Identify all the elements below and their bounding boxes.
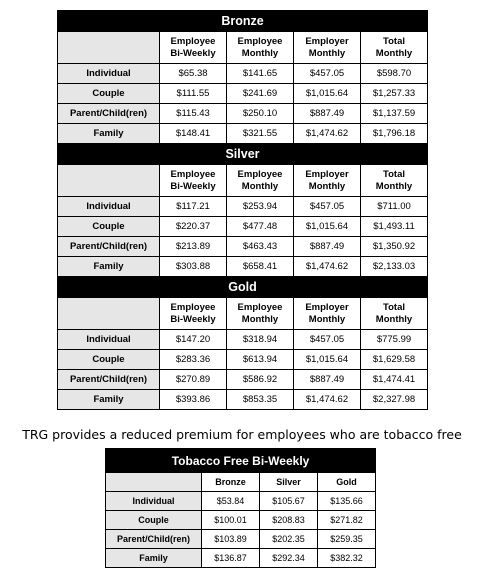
table-row [58,124,428,144]
value-cell: $259.35 [318,530,376,549]
value-cell: $318.94 [227,330,294,350]
column-header-line: Monthly [241,47,279,59]
value-cell: $1,474.41 [361,370,428,390]
value-cell: $1,474.62 [294,124,361,144]
value-cell: $136.87 [202,549,260,568]
value-cell: $613.94 [227,350,294,370]
value-cell: $270.89 [160,370,227,390]
column-header [361,298,428,330]
column-header-line: Employee [237,301,283,313]
row-label: Individual [106,492,202,511]
row-label: Couple [58,84,160,104]
column-header-line: Employee [237,168,283,180]
column-header [361,32,428,64]
table-row [58,350,428,370]
value-cell: $887.49 [294,370,361,390]
value-cell: $220.37 [160,217,227,237]
table-row [58,217,428,237]
gold-tier-title: Gold [58,277,428,298]
column-header-line: Employer [305,301,349,313]
row-label: Parent/Child(ren) [58,237,160,257]
value-cell: $457.05 [294,197,361,217]
table-row [58,64,428,84]
value-cell: $853.35 [227,390,294,410]
column-header-line: Bi-Weekly [170,47,216,59]
column-header-line: Total [383,35,405,47]
table-row [58,104,428,124]
value-cell: $271.82 [318,511,376,530]
tobacco-table-title: Tobacco Free Bi-Weekly [106,449,376,473]
value-cell: $1,474.62 [294,257,361,277]
value-cell: $1,474.62 [294,390,361,410]
row-label: Parent/Child(ren) [106,530,202,549]
column-header-line: Bi-Weekly [170,180,216,192]
value-cell: $457.05 [294,64,361,84]
row-label: Parent/Child(ren) [58,370,160,390]
value-cell: $208.83 [260,511,318,530]
value-cell: $111.55 [160,84,227,104]
value-cell: $1,015.64 [294,350,361,370]
silver-tier-title: Silver [58,144,428,165]
column-header-line: Monthly [241,313,279,325]
column-header-line: Monthly [375,47,413,59]
value-cell: $586.92 [227,370,294,390]
column-header-line: Total [383,301,405,313]
header-corner-cell [106,473,202,492]
table-row [58,237,428,257]
value-cell: $1,796.18 [361,124,428,144]
value-cell: $1,015.64 [294,217,361,237]
value-cell: $100.01 [202,511,260,530]
value-cell: $292.34 [260,549,318,568]
value-cell: $1,137.59 [361,104,428,124]
table-row [58,390,428,410]
column-header-line: Employer [305,168,349,180]
value-cell: $135.66 [318,492,376,511]
column-header [227,298,294,330]
value-cell: $711.00 [361,197,428,217]
column-header-line: Employee [237,35,283,47]
row-label: Individual [58,197,160,217]
column-header-line: Total [383,168,405,180]
row-label: Family [58,124,160,144]
column-header-line: Monthly [308,180,346,192]
value-cell: $477.48 [227,217,294,237]
column-header-line: Monthly [375,180,413,192]
value-cell: $1,015.64 [294,84,361,104]
value-cell: $241.69 [227,84,294,104]
value-cell: $141.65 [227,64,294,84]
value-cell: $887.49 [294,237,361,257]
value-cell: $65.38 [160,64,227,84]
row-label: Family [106,549,202,568]
column-header [227,32,294,64]
value-cell: $213.89 [160,237,227,257]
value-cell: $253.94 [227,197,294,217]
value-cell: $115.43 [160,104,227,124]
column-header [160,298,227,330]
column-header-line: Monthly [308,313,346,325]
column-header: Silver [260,473,318,492]
value-cell: $457.05 [294,330,361,350]
bronze-tier-title: Bronze [58,11,428,32]
column-header-line: Employee [170,168,216,180]
value-cell: $393.86 [160,390,227,410]
value-cell: $147.20 [160,330,227,350]
value-cell: $202.35 [260,530,318,549]
row-label: Family [58,390,160,410]
value-cell: $1,257.33 [361,84,428,104]
value-cell: $2,133.03 [361,257,428,277]
tobacco-free-note: TRG provides a reduced premium for employees who are tobacco free [22,427,462,442]
value-cell: $1,493.11 [361,217,428,237]
table-row [58,330,428,350]
value-cell: $283.36 [160,350,227,370]
column-header-line: Monthly [308,47,346,59]
value-cell: $2,327.98 [361,390,428,410]
column-header-line: Monthly [375,313,413,325]
column-header [227,165,294,197]
header-corner-cell [58,165,160,197]
column-header: Bronze [202,473,260,492]
column-header [160,165,227,197]
column-header-line: Bi-Weekly [170,313,216,325]
value-cell: $53.84 [202,492,260,511]
column-header [294,32,361,64]
table-row [106,549,376,568]
value-cell: $250.10 [227,104,294,124]
value-cell: $775.99 [361,330,428,350]
column-header: Gold [318,473,376,492]
row-label: Family [58,257,160,277]
column-header-line: Employer [305,35,349,47]
column-header [160,32,227,64]
row-label: Individual [58,330,160,350]
row-label: Couple [106,511,202,530]
table-row [106,530,376,549]
tobacco-free-table [105,448,376,568]
column-header [294,298,361,330]
column-header [361,165,428,197]
header-corner-cell [58,32,160,64]
table-row [58,84,428,104]
table-row [106,492,376,511]
table-row [58,257,428,277]
value-cell: $1,629.58 [361,350,428,370]
value-cell: $887.49 [294,104,361,124]
row-label: Parent/Child(ren) [58,104,160,124]
premium-table [57,10,428,410]
column-header-line: Employee [170,301,216,313]
table-row [106,511,376,530]
column-header [294,165,361,197]
value-cell: $103.89 [202,530,260,549]
value-cell: $463.43 [227,237,294,257]
value-cell: $321.55 [227,124,294,144]
value-cell: $303.88 [160,257,227,277]
column-header-line: Monthly [241,180,279,192]
value-cell: $598.70 [361,64,428,84]
value-cell: $105.67 [260,492,318,511]
value-cell: $658.41 [227,257,294,277]
row-label: Couple [58,350,160,370]
row-label: Couple [58,217,160,237]
table-row [58,370,428,390]
row-label: Individual [58,64,160,84]
value-cell: $382.32 [318,549,376,568]
value-cell: $148.41 [160,124,227,144]
column-header-line: Employee [170,35,216,47]
table-row [58,197,428,217]
value-cell: $117.21 [160,197,227,217]
header-corner-cell [58,298,160,330]
value-cell: $1,350.92 [361,237,428,257]
